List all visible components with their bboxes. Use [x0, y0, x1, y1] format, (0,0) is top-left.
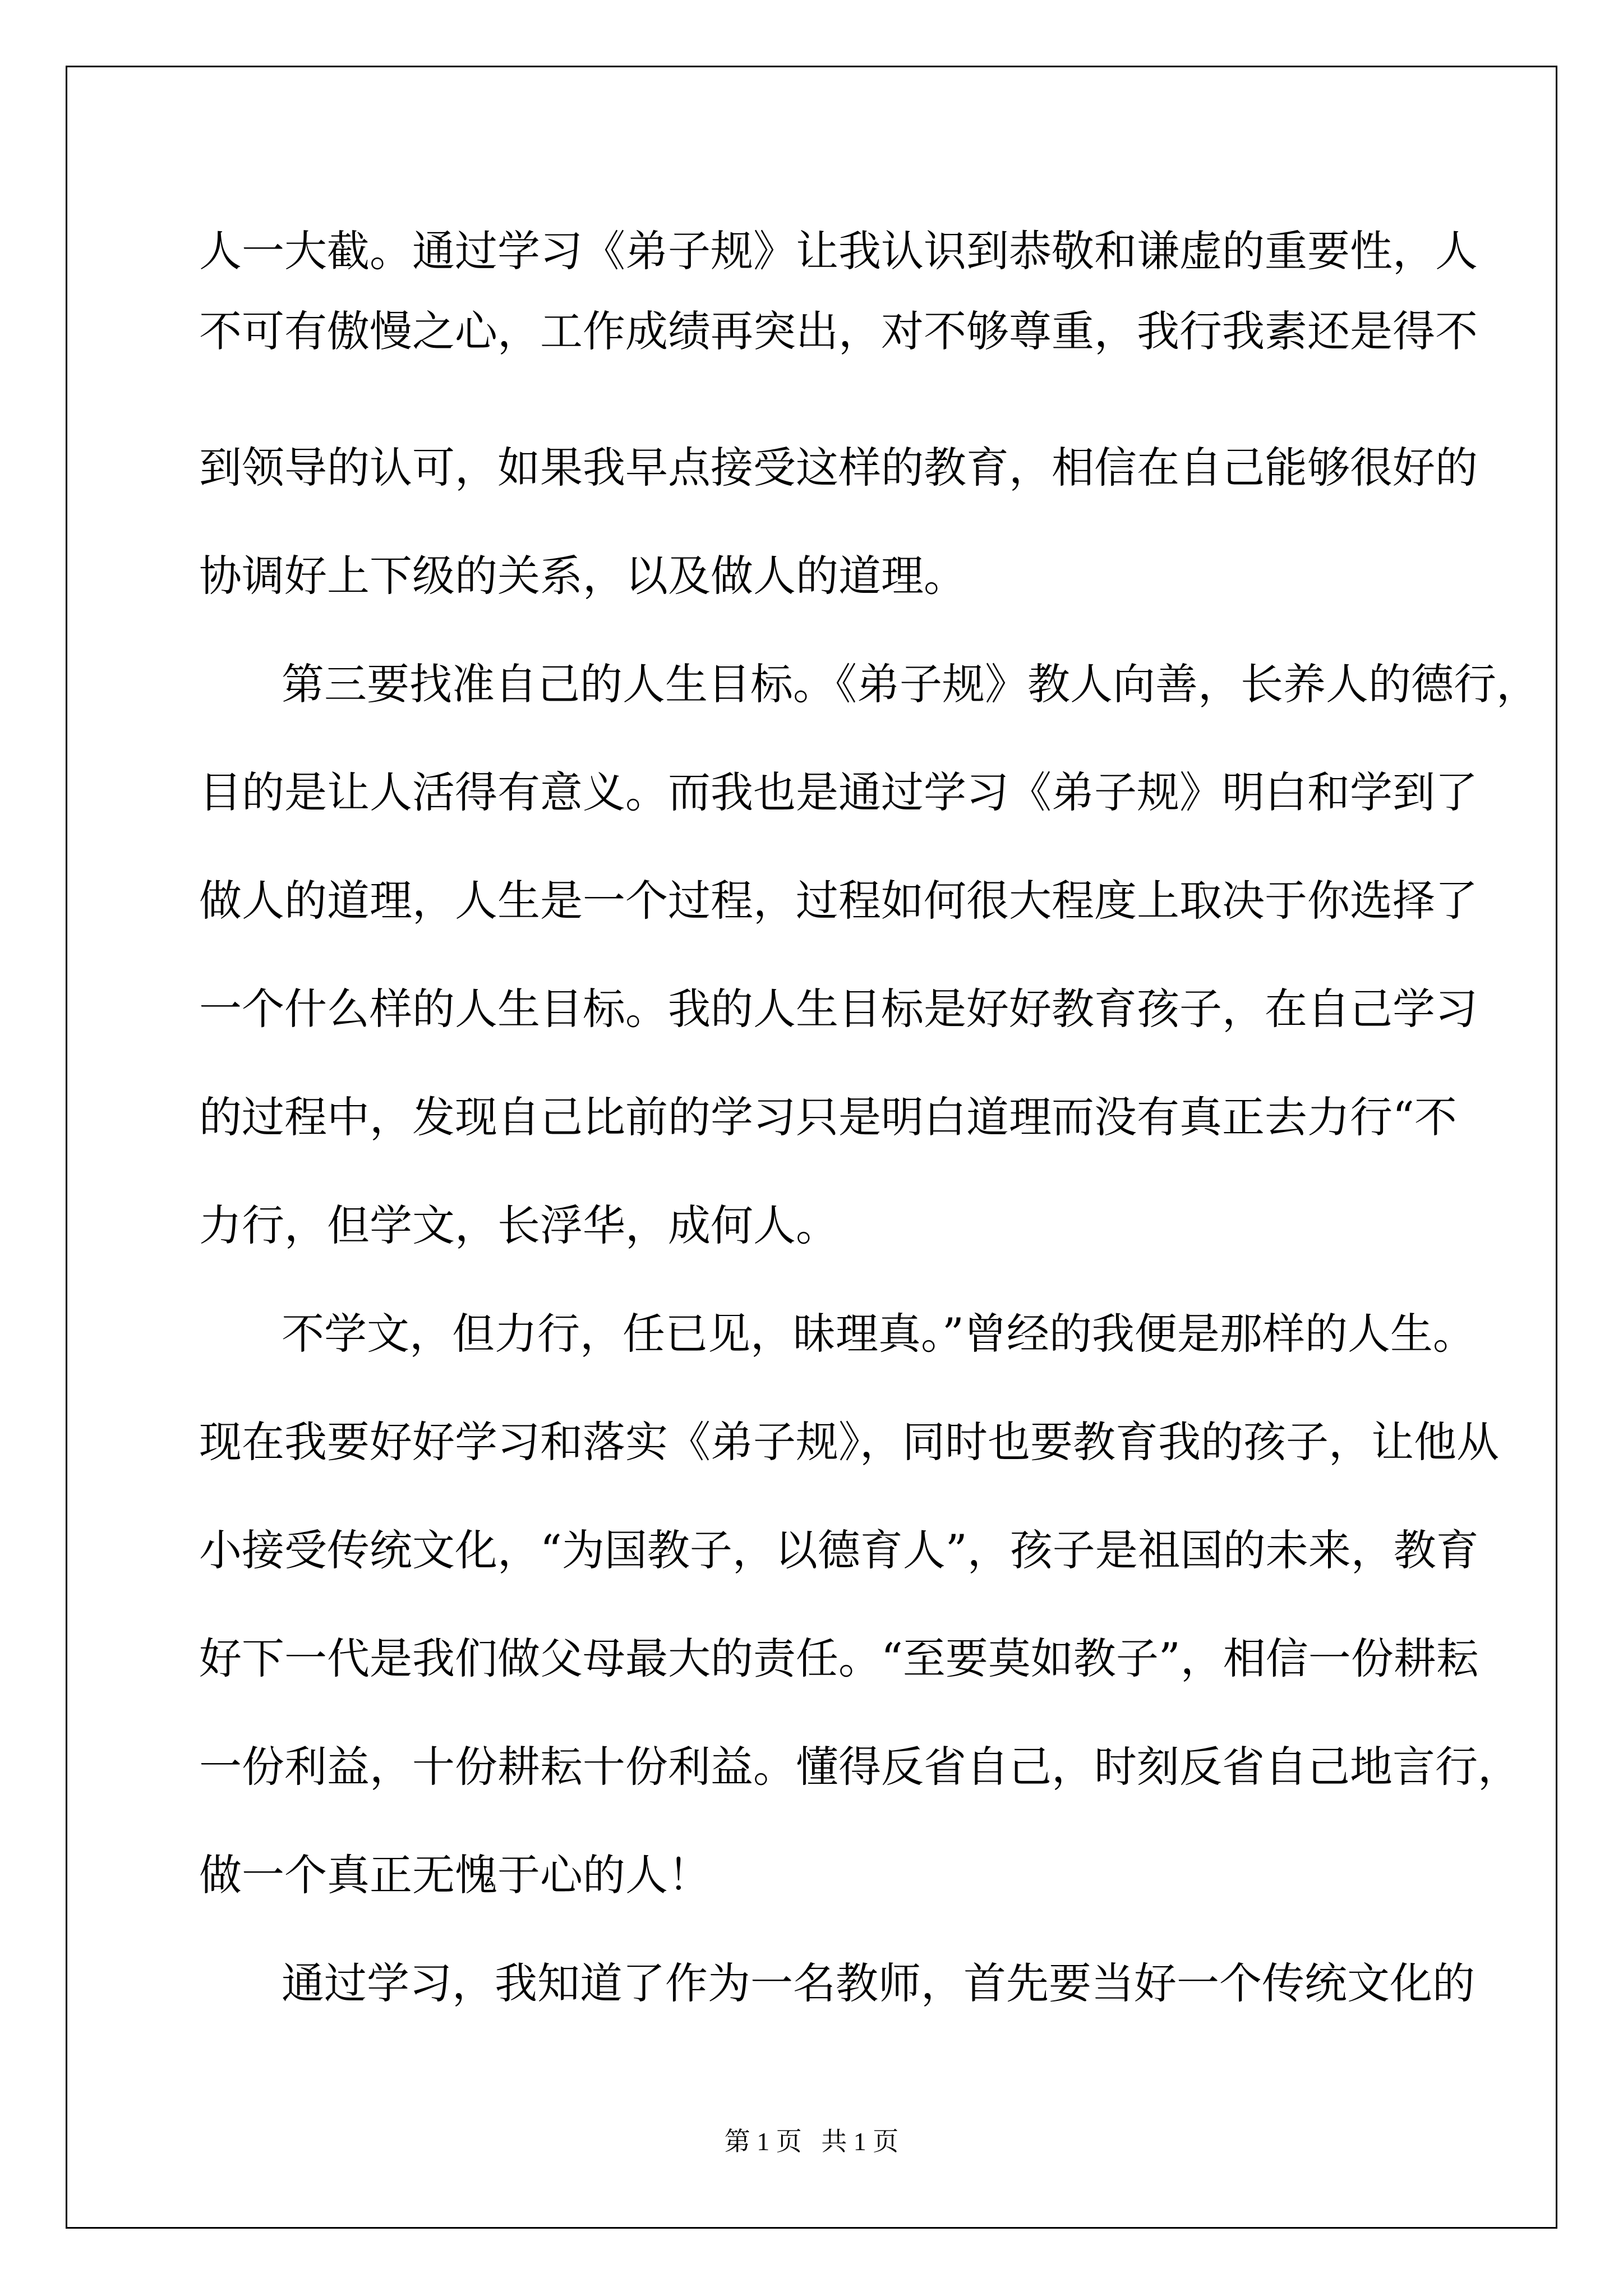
text-line: 的过程中，发现自己比前的学习只是明白道理而没有真正去力行“不 [199, 1092, 1457, 1142]
text-line: 一个什么样的人生目标。我的人生目标是好好教育孩子，在自己学习 [199, 984, 1478, 1034]
page-number-footer: 第 1 页 共 1 页 [724, 2127, 899, 2156]
page-border [66, 66, 1557, 2229]
paragraph-first-line: 通过学习，我知道了作为一名教师，首先要当好一个传统文化的 [282, 1958, 1475, 2008]
text-line: 好下一代是我们做父母最大的责任。“至要莫如教子”，相信一份耕耘 [199, 1634, 1479, 1683]
paragraph-first-line: 第三要找准自己的人生目标。《弟子规》教人向善，长养人的德行， [282, 659, 1539, 709]
text-line: 做人的道理，人生是一个过程，过程如何很大程度上取决于你选择了 [199, 876, 1478, 926]
text-line: 小接受传统文化，“为国教子，以德育人”，孩子是祖国的未来，教育 [199, 1525, 1479, 1575]
text-line: 协调好上下级的关系，以及做人的道理。 [199, 551, 966, 601]
paragraph-first-line: 不学文，但力行，任已见，昧理真。”曾经的我便是那样的人生。 [282, 1309, 1476, 1359]
text-line: 做一个真正无愧于心的人！ [199, 1850, 711, 1900]
text-line: 现在我要好好学习和落实《弟子规》，同时也要教育我的孩子，让他从 [199, 1417, 1499, 1467]
text-line: 到领导的认可，如果我早点接受这样的教育，相信在自己能够很好的 [199, 443, 1478, 493]
text-line: 目的是让人活得有意义。而我也是通过学习《弟子规》明白和学到了 [199, 767, 1478, 817]
text-line: 不可有傲慢之心，工作成绩再突出，对不够尊重，我行我素还是得不 [199, 306, 1478, 356]
text-line: 人一大截。通过学习《弟子规》让我认识到恭敬和谦虚的重要性，人 [199, 226, 1478, 276]
text-line: 一份利益，十份耕耘十份利益。懂得反省自己，时刻反省自己地言行， [199, 1742, 1520, 1792]
text-line: 力行，但学文，长浮华，成何人。 [199, 1200, 838, 1250]
